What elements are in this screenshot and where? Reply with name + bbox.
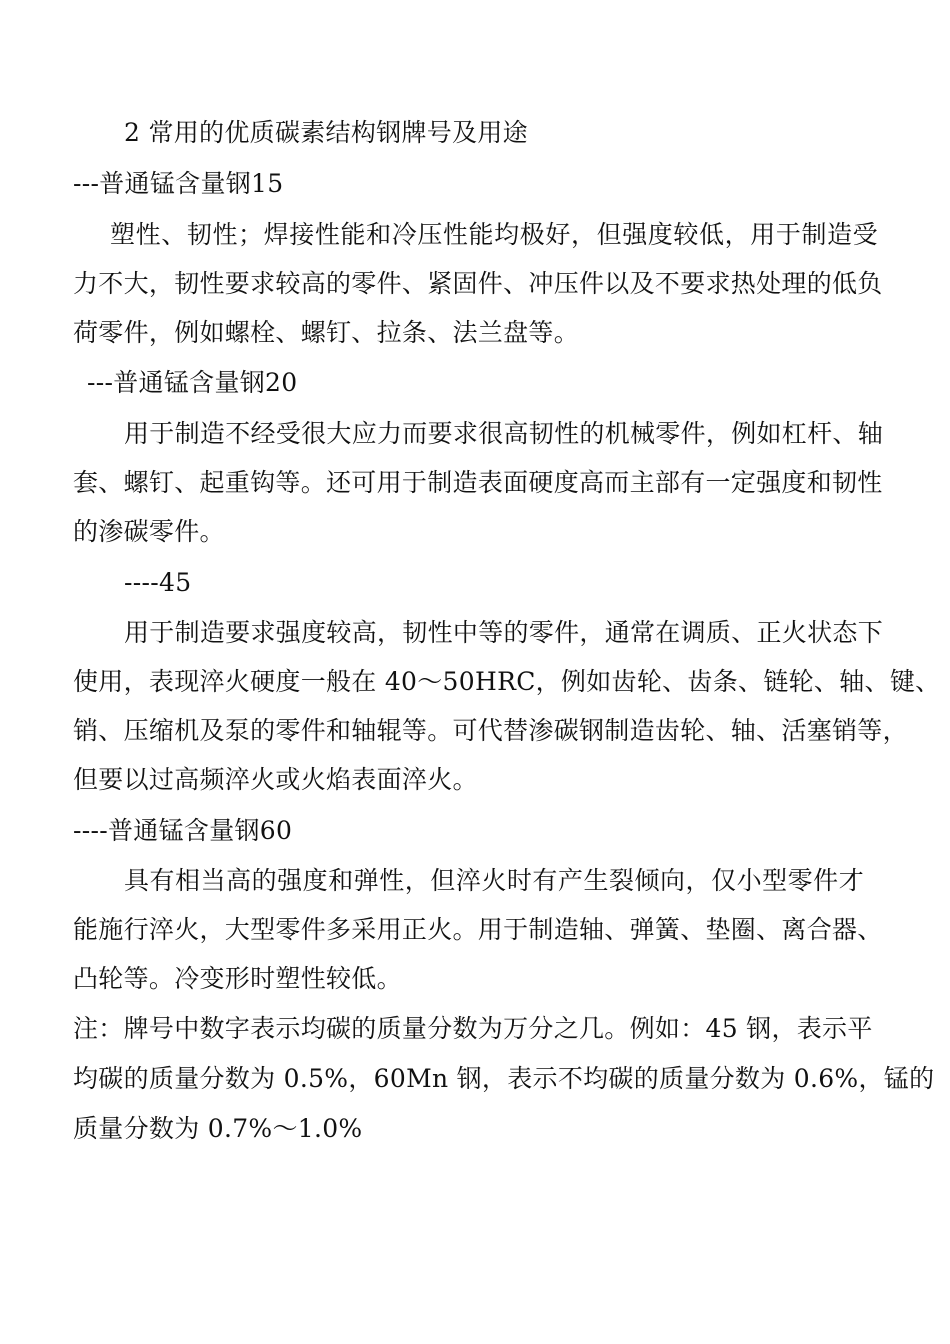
paragraph-line: 用于制造不经受很大应力而要求很高韧性的机械零件，例如杠杆、轴 — [124, 419, 884, 448]
paragraph-line: 套、螺钉、起重钩等。还可用于制造表面硬度高而主部有一定强度和韧性 — [73, 468, 883, 497]
paragraph-line: 塑性、韧性；焊接性能和冷压性能均极好，但强度较低，用于制造受 — [110, 220, 878, 249]
paragraph-line: 但要以过高频淬火或火焰表面淬火。 — [73, 765, 478, 794]
note-line: 注：牌号中数字表示均碳的质量分数为万分之几。例如：45 钢，表示平 — [73, 1014, 873, 1043]
note-line: 质量分数为 0.7%～1.0% — [73, 1114, 363, 1143]
paragraph-line: 销、压缩机及泵的零件和轴辊等。可代替渗碳钢制造齿轮、轴、活塞销等， — [73, 716, 908, 745]
paragraph-line: 凸轮等。冷变形时塑性较低。 — [73, 964, 402, 993]
section-title-steel-60: ----普通锰含量钢60 — [73, 816, 293, 845]
section-title-steel-15: ---普通锰含量钢15 — [73, 169, 284, 198]
note-line: 均碳的质量分数为 0.5%，60Mn 钢，表示不均碳的质量分数为 0.6%，锰的 — [73, 1064, 935, 1093]
paragraph-line: 的渗碳零件。 — [73, 517, 225, 546]
paragraph-line: 具有相当高的强度和弹性，但淬火时有产生裂倾向，仅小型零件才 — [124, 866, 864, 895]
section-title-steel-45: ----45 — [124, 568, 192, 597]
paragraph-line: 用于制造要求强度较高，韧性中等的零件，通常在调质、正火状态下 — [124, 618, 884, 647]
paragraph-line: 能施行淬火，大型零件多采用正火。用于制造轴、弹簧、垫圈、离合器、 — [73, 915, 883, 944]
paragraph-line: 力不大，韧性要求较高的零件、紧固件、冲压件以及不要求热处理的低负 — [73, 269, 883, 298]
section-title-steel-20: ---普通锰含量钢20 — [87, 368, 298, 397]
paragraph-line: 荷零件，例如螺栓、螺钉、拉条、法兰盘等。 — [73, 318, 580, 347]
document-heading: 2 常用的优质碳素结构钢牌号及用途 — [124, 118, 528, 147]
paragraph-line: 使用，表现淬火硬度一般在 40～50HRC，例如齿轮、齿条、链轮、轴、键、 — [73, 667, 941, 696]
